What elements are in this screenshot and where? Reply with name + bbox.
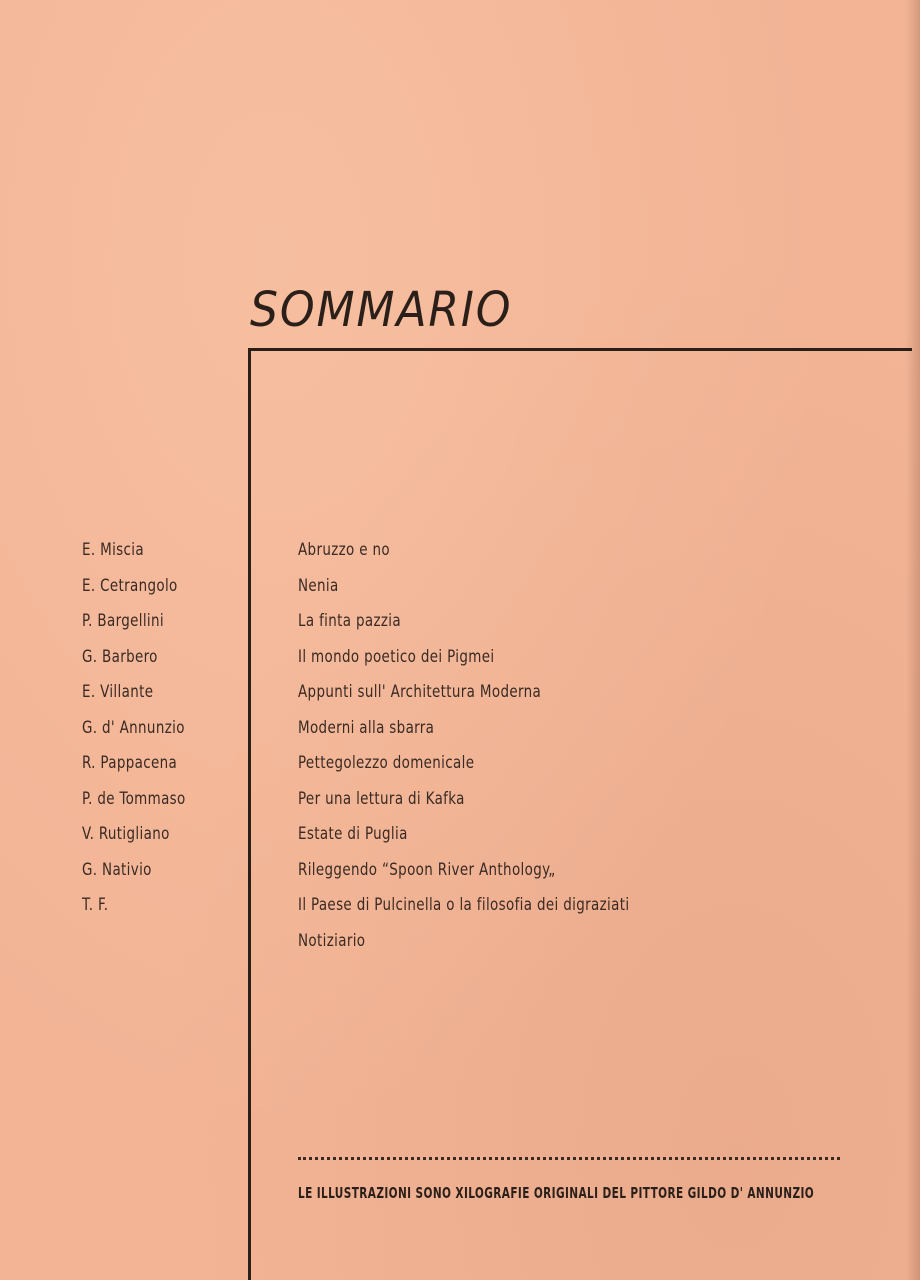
article-title-item: Nenia (298, 575, 339, 596)
author-item: E. Villante (82, 682, 154, 702)
author-item: P. de Tommaso (82, 788, 186, 809)
article-title-item: Il Paese di Pulcinella o la filosofia dei digraziati (298, 895, 630, 915)
article-title-item: Moderni alla sbarra (298, 717, 435, 738)
article-title-item: Il mondo poetico dei Pigmei (298, 646, 495, 667)
page-title: SOMMARIO (250, 282, 513, 338)
title-underline-rule (248, 348, 912, 351)
article-title-item: Rileggendo “Spoon River Anthology„ (298, 859, 556, 880)
author-list (82, 536, 200, 927)
author-item: E. Cetrangolo (82, 575, 178, 596)
article-title-item: Per una lettura di Kafka (298, 788, 465, 809)
author-item: E. Miscia (82, 540, 144, 560)
article-title-item: La finta pazzia (298, 611, 402, 631)
article-title-item: Pettegolezzo domenicale (298, 753, 475, 773)
author-item: V. Rutigliano (82, 824, 170, 844)
article-title-item: Appunti sull' Architettura Moderna (298, 682, 542, 702)
article-title-item: Notiziario (298, 930, 366, 951)
author-item: R. Pappacena (82, 753, 178, 773)
article-title-list (298, 536, 675, 962)
article-title-item: Abruzzo e no (298, 540, 391, 560)
author-item: T. F. (82, 895, 109, 915)
column-divider-rule (248, 348, 251, 1280)
article-title-item: Estate di Puglia (298, 824, 408, 844)
author-item: P. Bargellini (82, 611, 164, 631)
page-edge-shadow (906, 0, 920, 1280)
author-item: G. Barbero (82, 646, 158, 667)
footer-dotted-rule (298, 1157, 840, 1160)
author-item: G. Nativio (82, 859, 152, 880)
author-item: G. d' Annunzio (82, 717, 185, 738)
illustration-credit: LE ILLUSTRAZIONI SONO XILOGRAFIE ORIGINALI DEL PITTORE GILDO D' ANNUNZIO (298, 1184, 815, 1202)
